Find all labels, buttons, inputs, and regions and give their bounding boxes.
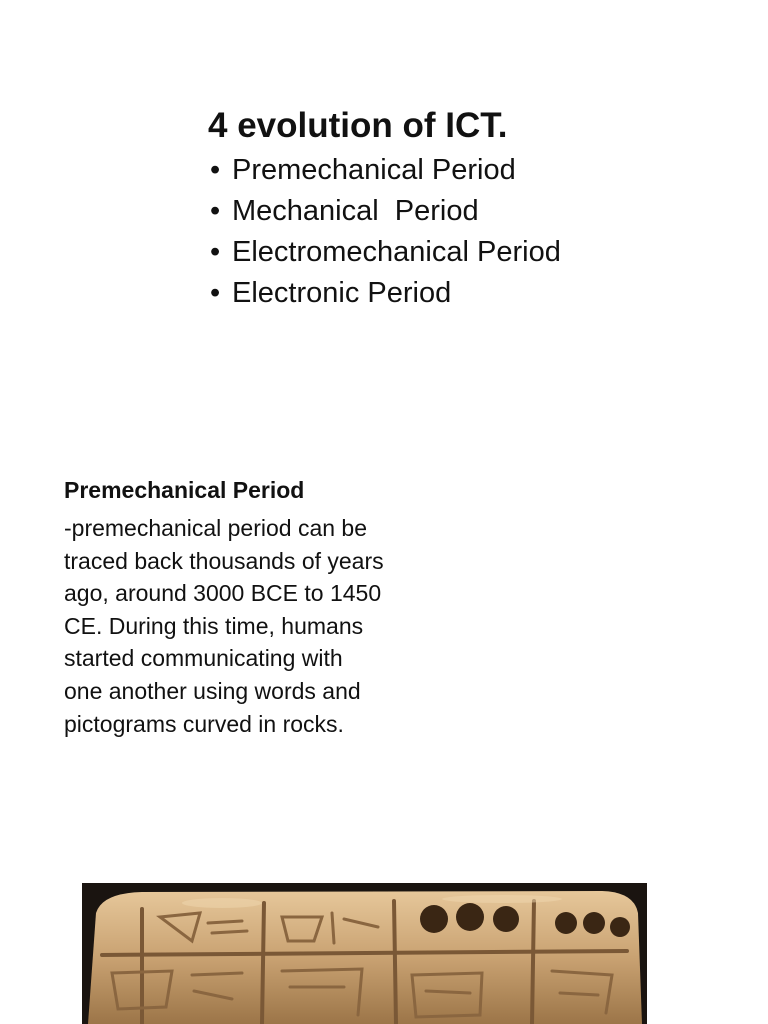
- clay-tablet-image: [82, 883, 647, 1024]
- list-item-label: Premechanical Period: [232, 154, 516, 186]
- clay-tablet-illustration: [82, 883, 647, 1024]
- list-item-label: Mechanical Period: [232, 195, 479, 227]
- list-item-label: Electromechanical Period: [232, 236, 561, 268]
- paragraph-line: one another using words and: [64, 677, 361, 704]
- evolution-period-list: [210, 150, 561, 314]
- paragraph-line: ago, around 3000 BCE to 1450: [64, 580, 382, 607]
- list-item: [210, 150, 561, 191]
- section-paragraph: [64, 512, 384, 740]
- list-item: [210, 232, 561, 273]
- list-item: [210, 191, 561, 232]
- list-item: [210, 273, 561, 314]
- bullet-icon: •: [210, 236, 221, 268]
- paragraph-line: pictograms curved in rocks.: [64, 710, 344, 737]
- list-item-label: Electronic Period: [232, 277, 452, 309]
- bullet-icon: •: [210, 195, 221, 227]
- slide-title: 4 evolution of ICT.: [208, 106, 508, 145]
- bullet-icon: •: [210, 277, 221, 309]
- paragraph-line: started communicating with: [64, 645, 343, 672]
- paragraph-line: traced back thousands of years: [64, 547, 384, 574]
- section-heading: Premechanical Period: [64, 477, 305, 503]
- paragraph-line: CE. During this time, humans: [64, 612, 364, 639]
- bullet-icon: •: [210, 154, 221, 186]
- paragraph-line: -premechanical period can be: [64, 515, 368, 541]
